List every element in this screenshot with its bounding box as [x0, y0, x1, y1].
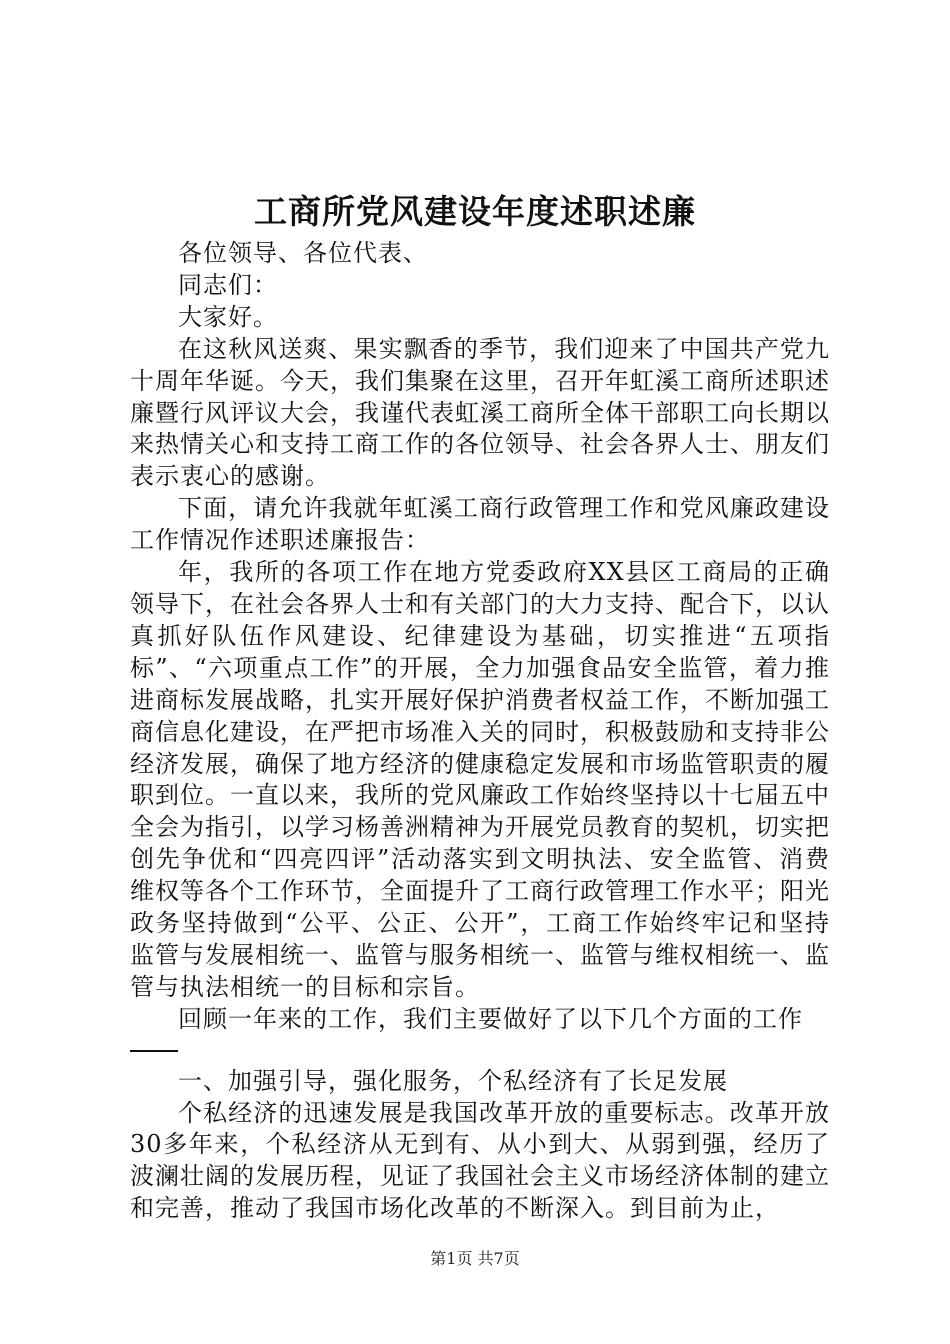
dash-rule — [130, 1050, 178, 1052]
section-heading-1: 一、加强引导，强化服务，个私经济有了长足发展 — [178, 1066, 728, 1095]
salutation-line-1: 各位领导、各位代表、 — [178, 239, 428, 267]
document-title: 工商所党风建设年度述职述廉 — [254, 192, 696, 231]
body-paragraph-1: 在这秋风送爽、果实飘香的季节，我们迎来了中国共产党九十周年华诞。今天，我们集聚在这里，召开年虹溪工商所述职述廉暨行风评议大会，我谨代表虹溪工商所全体干部职工向长期以来热情关心和支持工商工作的各位领导、社会各界人士、朋友们表示衷心的感谢。 — [130, 334, 830, 491]
greeting-line: 大家好。 — [178, 302, 278, 331]
body-paragraph-3: 年，我所的各项工作在地方党委政府XX县区工商局的正确领导下，在社会各界人士和有关部门的大力支持、配合下，以认真抓好队伍作风建设、纪律建设为基础，切实推进“五项指标”、“六项重点工作”的开展，全力加强食品安全监管，着力推进商标发展战略，扎实开展好保护消费者权益工作，不断加强工商信息化建设，在严把市场准入关的同时，积极鼓励和支持非公经济发展，确保了地方经济的健康稳定发展和市场监管职责的履职到位。一直以来，我所的党风廉政工作始终坚持以十七届五中全会为指引，以学习杨善洲精神为开展党员教育的契机，切实把创先争优和“四亮四评”活动落实到文明执法、安全监管、消费维权等各个工作环节，全面提升了工商行政管理工作水平；阳光政务坚持做到“公平、公正、公开”，工商工作始终牢记和坚持监管与发展相统一、监管与服务相统一、监管与维权相统一、监管与执法相统一的目标和宗旨。 — [130, 558, 830, 1001]
body-paragraph-4: 回顾一年来的工作，我们主要做好了以下几个方面的工作 — [178, 1004, 803, 1033]
page-footer: 第1页 共7页 — [430, 1249, 520, 1268]
document-body — [130, 238, 830, 1225]
body-paragraph-5: 个私经济的迅速发展是我国改革开放的重要标志。改革开放30多年来，个私经济从无到有、从小到大、从弱到强，经历了波澜壮阔的发展历程，见证了我国社会主义市场经济体制的建立和完善，推动了我国市场化改革的不断深入。到目前为止， — [130, 1098, 830, 1223]
salutation-line-2: 同志们： — [178, 270, 278, 299]
body-paragraph-2: 下面，请允许我就年虹溪工商行政管理工作和党风廉政建设工作情况作述职述廉报告： — [130, 494, 830, 555]
